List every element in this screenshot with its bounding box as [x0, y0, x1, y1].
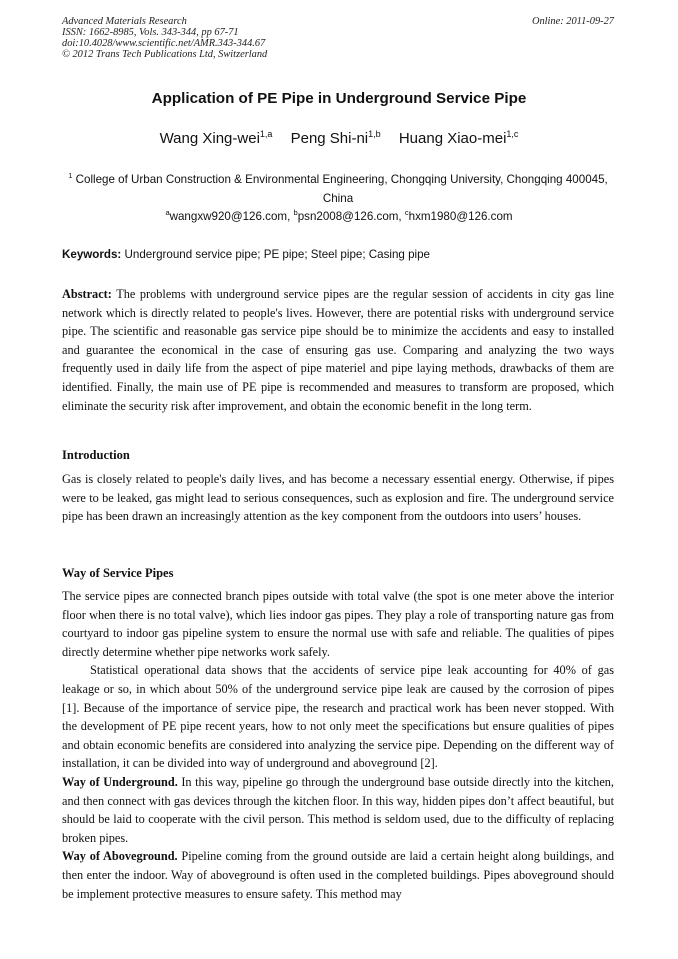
section-heading-introduction: Introduction	[62, 448, 130, 462]
journal-header	[62, 16, 267, 60]
keywords-text: Underground service pipe; PE pipe; Steel pipe; Casing pipe	[124, 248, 431, 261]
abstract-text: The problems with underground service pipes are the regular session of accidents in city gas line network which is directly related to people's lives. However, there are potential risks with underground service pipe. The scientific and reasonable gas service pipe should be to minimize the accidents and easy to installed and guarantee the economical in the case of ensuring gas use. Comparing and analyzing the two ways frequently used in daily life from the aspect of pipe materiel and pipe laying methods, drawbacks of them are identified. Finally, the main use of PE pipe is recommended and measures to transform are proposed, which eliminate the security risk after improvement, and obtain the economic benefit in the long term.	[62, 287, 614, 413]
doi-line: doi:10.4028/www.scientific.net/AMR.343-344.67	[62, 38, 266, 49]
author: Wang Xing-wei$^{1,a}$	[159, 129, 273, 147]
author: Huang Xiao-mei$^{1,c}$	[398, 129, 519, 147]
author: Peng Shi-ni$^{1,b}$	[290, 129, 381, 147]
introduction-paragraph: Gas is closely related to people's daily lives, and has become a necessary essential energy. Otherwise, if pipes were to be leaked, gas might lead to serious consequences, such as explosion and fire. The underground service pipe has been drawn an increasingly attention as the key component from the outdoors into users’ houses.	[62, 472, 614, 524]
abstract-label: Abstract:	[62, 287, 112, 301]
paragraph-underground: Way of Underground. In this way, pipeline go through the underground base outside directly into the kitchen, and then connect with gas devices through the kitchen floor. In this way, hidden pipes don’t affect beautiful, but should be laid to cooperate with the civil person. This method is seldom used, due to the difficulty of replacing broken pipes.	[62, 774, 615, 845]
keywords	[62, 248, 614, 261]
affiliation: $^1$ College of Urban Construction & Environmental Engineering, Chongqing University, Chongqing 400045, China	[68, 171, 608, 205]
copyright-line: © 2012 Trans Tech Publications Ltd, Switzerland	[62, 49, 268, 60]
author-emails: $^a$wangxw920@126.com, $^b$psn2008@126.com, $^c$hxm1980@126.com	[165, 208, 513, 223]
paragraph-aboveground: Way of Aboveground. Pipeline coming from the ground outside are laid a certain height along buildings, and then enter the indoor. Way of aboveground is often used in the completed buildings. Pipes aboveground should be implement protective measures to ensure safety. This method may	[62, 849, 614, 901]
keywords-label: Keywords:	[62, 248, 122, 261]
abstract	[62, 285, 614, 415]
journal-name: Advanced Materials Research	[62, 16, 187, 27]
paragraph: The service pipes are connected branch pipes outside with total valve (the spot is one meter above the interior floor when there is no total valve), which lies indoor gas pipes. They play a role of transporting nature gas from courtyard to indoor gas pipeline system to ensure the normal use with safe and reliable. The qualities of pipes directly determine whether pipe networks work safely.	[62, 589, 614, 659]
section-heading-service-pipes: Way of Service Pipes	[62, 566, 174, 580]
paper-title: Application of PE Pipe in Underground Service Pipe	[151, 90, 527, 107]
author-list	[0, 129, 678, 147]
online-date: Online: 2011-09-27	[531, 16, 614, 27]
paragraph: Statistical operational data shows that the accidents of service pipe leak accounting for 40% of gas leakage or so, in which about 50% of the underground service pipe leak are caused by the corrosion of pipes [1]. Because of the importance of service pipe, the research and practical work has been never stopped. With the development of PE pipe recent years, how to not only meet the specifications but ensure qualities of pipes and obtain economic benefits are considered into analyzing the service pipe. Depending on the different way of installation, it can be divided into way of underground and aboveground [2].	[62, 663, 614, 771]
service-pipes-body	[62, 587, 614, 903]
issn-line: ISSN: 1662-8985, Vols. 343-344, pp 67-71	[62, 27, 239, 38]
